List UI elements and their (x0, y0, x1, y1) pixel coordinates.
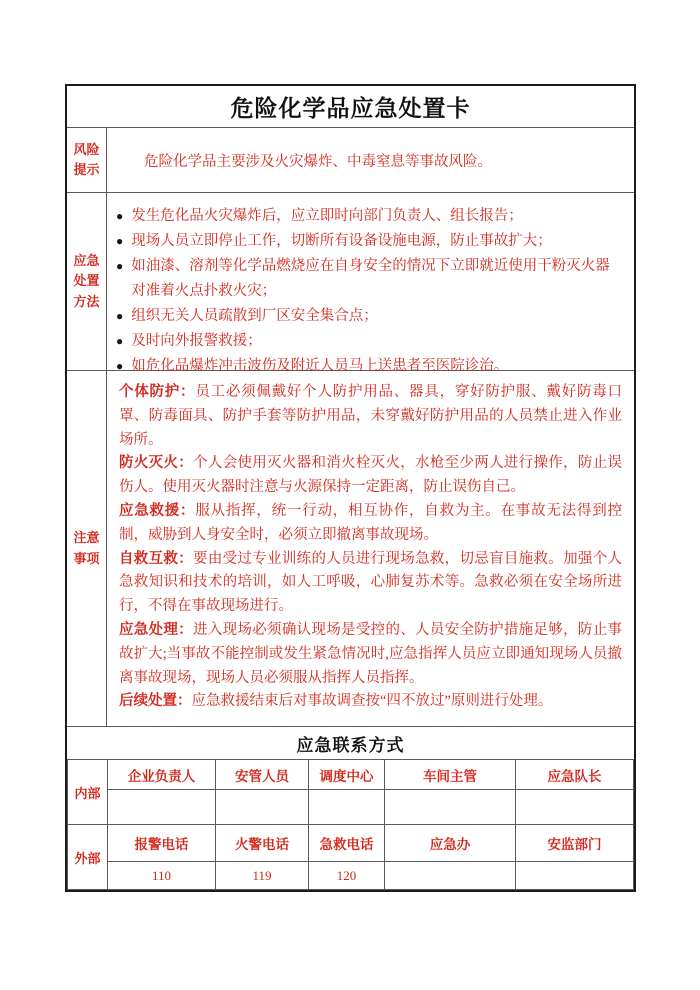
risk-content: 危险化学品主要涉及火灾爆炸、中毒窒息等事故风险。 (144, 153, 492, 170)
bullet-item (116, 254, 622, 304)
bullet-item (116, 304, 622, 329)
bullet-dot-icon: ● (116, 309, 124, 323)
note-body: 员工必须佩戴好个人防护用品、器具，穿好防护服、戴好防毒口罩、防毒面具、防护手套等防护用品，未穿戴好防护用品的人员禁止进入作业场所。 (119, 384, 622, 448)
bullet-item (116, 229, 622, 254)
contact-value: 110 (108, 862, 216, 890)
bullet-dot-icon: ● (116, 234, 124, 248)
contact-col-header: 应急办 (385, 825, 516, 862)
contact-col-header: 急救电话 (309, 825, 385, 862)
risk-label: 风险提示 (67, 128, 107, 192)
bullet-text: 组织无关人员疏散到厂区安全集合点； (131, 308, 378, 324)
note-heading: 后续处置： (119, 693, 192, 710)
disposal-row (67, 192, 634, 374)
bullet-text: 发生危化品火灾爆炸后，应立即时向部门负责人、组长报告； (131, 208, 523, 224)
notes-row (67, 370, 634, 726)
document-title: 危险化学品应急处置卡 (230, 95, 471, 121)
contact-value (516, 862, 634, 890)
note-body: 要由受过专业训练的人员进行现场急救，切忌盲目施救。加强个人急救知识和技术的培训，如人工呼吸，心肺复苏术等。急救必须在安全场所进行，不得在事故现场进行。 (119, 550, 622, 615)
disposal-content (107, 193, 634, 374)
contacts-section-title: 应急联系方式 (67, 726, 634, 759)
note-paragraph (119, 690, 622, 714)
external-label: 外部 (68, 825, 108, 890)
contact-col-header: 报警电话 (108, 825, 216, 862)
note-heading: 自救互救： (119, 550, 194, 567)
contact-col-header: 调度中心 (309, 760, 385, 790)
bullet-dot-icon: ● (116, 334, 124, 348)
note-heading: 应急处理： (119, 621, 194, 638)
emergency-card-document (65, 84, 636, 892)
note-paragraph (119, 619, 622, 690)
contact-value: 120 (309, 862, 385, 890)
note-body: 服从指挥，统一行动，相互协作，自救为主。在事故无法得到控制，威胁到人身安全时，必须立即撤离事故现场。 (119, 502, 622, 543)
note-paragraph (119, 500, 622, 548)
note-paragraph (119, 548, 622, 619)
note-heading: 防火灭火： (119, 455, 194, 472)
contact-col-header: 安管人员 (216, 760, 309, 790)
contact-value (309, 790, 385, 825)
note-body: 进入现场必须确认现场是受控的、人员安全防护措施足够，防止事故扩大;当事故不能控制或发生紧急情况时,应急指挥人员应立即通知现场人员撤离事故现场，现场人员必须服从指挥人员指挥。 (119, 621, 622, 686)
note-paragraph (119, 452, 622, 500)
bullet-text: 如油漆、溶剂等化学品燃烧应在自身安全的情况下立即就近使用干粉灭火器对准着火点扑救火灾； (131, 258, 610, 299)
note-body: 应急救援结束后对事故调查按“四不放过”原则进行处理。 (191, 693, 553, 710)
bullet-text: 如危化品爆炸冲击波伤及附近人员马上送患者至医院诊治。 (131, 358, 509, 374)
contact-col-header: 火警电话 (216, 825, 309, 862)
external-header-row (68, 825, 634, 862)
contact-col-header: 企业负责人 (108, 760, 216, 790)
contact-value (385, 790, 516, 825)
contact-col-header: 应急队长 (516, 760, 634, 790)
note-body: 个人会使用灭火器和消火栓灭火，水枪至少两人进行操作，防止误伤人。使用灭火器时注意与火源保持一定距离，防止误伤自己。 (119, 455, 622, 496)
contact-col-header: 车间主管 (385, 760, 516, 790)
contact-col-header: 安监部门 (516, 825, 634, 862)
note-paragraph (119, 381, 622, 452)
contact-value (216, 790, 309, 825)
external-values-row (68, 862, 634, 890)
notes-content (107, 371, 634, 726)
internal-label: 内部 (68, 760, 108, 825)
bullet-text: 及时向外报警救援； (131, 333, 262, 349)
contact-value (516, 790, 634, 825)
disposal-label: 应急处置方法 (67, 193, 107, 370)
internal-values-row (68, 790, 634, 825)
bullet-item (116, 204, 622, 229)
contact-value (108, 790, 216, 825)
bullet-item (116, 329, 622, 354)
bullet-dot-icon: ● (116, 209, 124, 223)
bullet-dot-icon: ● (116, 359, 124, 373)
contact-value (385, 862, 516, 890)
note-heading: 个体防护： (119, 384, 196, 400)
bullet-text: 现场人员立即停止工作，切断所有设备设施电源，防止事故扩大； (131, 233, 552, 249)
contacts-table (67, 759, 634, 890)
bullet-dot-icon: ● (116, 259, 124, 273)
contact-value: 119 (216, 862, 309, 890)
note-heading: 应急救援： (119, 502, 196, 519)
risk-row (67, 127, 634, 192)
notes-label: 注意事项 (67, 371, 107, 726)
internal-header-row (68, 760, 634, 790)
